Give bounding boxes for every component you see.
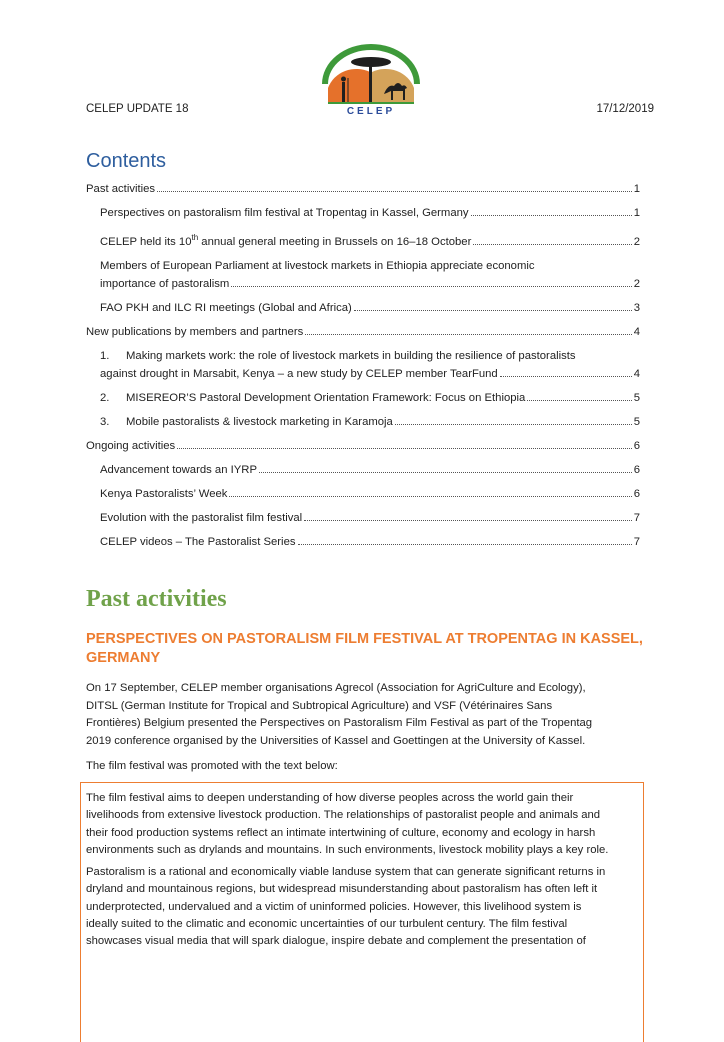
toc-entry[interactable] bbox=[86, 230, 640, 250]
toc-entry[interactable] bbox=[86, 535, 640, 550]
toc-entry[interactable] bbox=[86, 301, 640, 316]
toc-leader bbox=[157, 191, 632, 192]
toc-leader bbox=[305, 334, 631, 335]
celep-logo bbox=[314, 42, 428, 116]
toc-leader bbox=[395, 424, 632, 425]
paragraph-line: The film festival aims to deepen understanding of how diverse peoples across the world gain their bbox=[86, 792, 574, 804]
toc-page-number: 4 bbox=[633, 325, 640, 338]
paragraph-line: livelihoods from extensive livestock production. The relationships of pastoralist people and animals and bbox=[86, 809, 601, 822]
logo-text: CELEP bbox=[346, 106, 396, 116]
section-heading: Past activities bbox=[86, 586, 227, 612]
quote-paragraph-2 bbox=[86, 864, 638, 950]
paragraph-line: On 17 September, CELEP member organisations Agrecol (Association for AgriCulture and Ecology), bbox=[86, 682, 586, 694]
toc-leader bbox=[527, 400, 631, 401]
toc-page-number: 5 bbox=[633, 391, 640, 404]
toc-page-number: 1 bbox=[633, 183, 640, 195]
toc-entry[interactable] bbox=[86, 391, 640, 406]
toc-page-number: 6 bbox=[633, 463, 640, 476]
paragraph-line: their food production systems reflect an intimate intertwining of culture, economy and ecology in harsh bbox=[86, 826, 596, 839]
toc-entry[interactable] bbox=[86, 206, 640, 221]
toc-entry[interactable] bbox=[86, 349, 640, 382]
toc-leader bbox=[259, 472, 632, 473]
toc-entry[interactable] bbox=[86, 511, 640, 526]
toc-page-number: 4 bbox=[633, 367, 640, 380]
toc-page-number: 3 bbox=[633, 301, 640, 314]
article-heading: PERSPECTIVES ON PASTORALISM FILM FESTIVAL AT TROPENTAG IN KASSEL, GERMANY bbox=[86, 631, 643, 666]
toc-entry-text: 3. Mobile pastoralists & livestock marketing in Karamoja bbox=[100, 415, 393, 428]
toc-entry[interactable] bbox=[86, 259, 640, 292]
toc-page-number: 6 bbox=[633, 439, 640, 452]
contents-title: Contents bbox=[86, 150, 167, 172]
toc-entry-text: CELEP held its 10th annual general meeting in Brussels on 16–18 October bbox=[100, 233, 472, 248]
toc-entry-text: Perspectives on pastoralism film festival at Tropentag in Kassel, Germany bbox=[100, 207, 469, 219]
toc-leader bbox=[298, 544, 632, 545]
toc-entry-text: New publications by members and partners bbox=[86, 325, 304, 338]
paragraph-line: environments such as drylands and mountains. In such environments, livestock mobility plays a key role. bbox=[86, 843, 609, 856]
toc-entry-text: 2. MISEREOR’S Pastoral Development Orientation Framework: Focus on Ethiopia bbox=[100, 391, 526, 404]
toc-leader bbox=[231, 286, 631, 287]
toc-entry-text-line2: importance of pastoralism bbox=[100, 277, 230, 290]
paragraph-line: ideally suited to the climatic and economic uncertainties of our turbulent century. The film festival bbox=[86, 917, 568, 930]
update-date: 17/12/2019 bbox=[596, 103, 654, 115]
table-of-contents bbox=[86, 182, 640, 550]
toc-entry-text: Kenya Pastoralists’ Week bbox=[100, 487, 228, 500]
toc-page-number: 7 bbox=[633, 511, 640, 524]
paragraph-line: underprotected, undervalued and a victim of uninformed policies. However, this livelihood system is bbox=[86, 900, 582, 913]
toc-entry[interactable] bbox=[86, 463, 640, 478]
quote-paragraph-1 bbox=[86, 790, 638, 859]
paragraph-line: showcases visual media that will spark dialogue, inspire debate and complement the presentation of bbox=[86, 935, 586, 948]
toc-entry-text: FAO PKH and ILC RI meetings (Global and Africa) bbox=[100, 301, 352, 314]
toc-entry[interactable] bbox=[86, 182, 640, 197]
promo-intro-paragraph: The film festival was promoted with the text below: bbox=[86, 760, 338, 772]
paragraph-line: Pastoralism is a rational and economically viable landuse system that can generate significant returns in bbox=[86, 866, 606, 878]
toc-entry-text: Evolution with the pastoralist film festival bbox=[100, 511, 303, 524]
toc-entry-text: Advancement towards an IYRP bbox=[100, 463, 257, 476]
toc-entry[interactable] bbox=[86, 325, 640, 340]
toc-entry[interactable] bbox=[86, 415, 640, 430]
toc-entry-text: CELEP videos – The Pastoralist Series bbox=[100, 535, 296, 548]
toc-entry-text: Past activities bbox=[86, 183, 156, 195]
toc-leader bbox=[229, 496, 631, 497]
toc-entry-text-line1: Members of European Parliament at livestock markets in Ethiopia appreciate economic bbox=[100, 259, 535, 272]
intro-paragraph bbox=[86, 680, 646, 750]
toc-entry-text-line1: 1. Making markets work: the role of livestock markets in building the resilience of pastoralists bbox=[100, 349, 576, 362]
toc-leader bbox=[304, 520, 632, 521]
paragraph-line: dryland and mountainous regions, but widespread misunderstanding about pastoralism has often left it bbox=[86, 883, 598, 896]
toc-entry-text: Ongoing activities bbox=[86, 439, 176, 452]
paragraph-line: DITSL (German Institute for Tropical and Subtropical Agriculture) and VSF (Vétérinaires Sans bbox=[86, 699, 553, 712]
toc-leader bbox=[500, 376, 632, 377]
paragraph-line: Frontières) Belgium presented the Perspectives on Pastoralism Film Festival as part of the Tropentag bbox=[86, 717, 593, 729]
toc-leader bbox=[177, 448, 632, 449]
toc-page-number: 7 bbox=[633, 535, 640, 548]
toc-page-number: 1 bbox=[633, 207, 640, 219]
toc-entry-text-line2: against drought in Marsabit, Kenya – a new study by CELEP member TearFund bbox=[100, 367, 498, 380]
toc-entry[interactable] bbox=[86, 487, 640, 502]
toc-entry[interactable] bbox=[86, 439, 640, 454]
update-label: CELEP UPDATE 18 bbox=[86, 103, 189, 115]
toc-leader bbox=[473, 244, 631, 245]
toc-page-number: 5 bbox=[633, 415, 640, 428]
toc-page-number: 2 bbox=[633, 235, 640, 248]
paragraph-line: 2019 conference organised by the Universities of Kassel and Goettingen at the University of Kassel. bbox=[86, 734, 586, 747]
toc-page-number: 6 bbox=[633, 487, 640, 500]
toc-leader bbox=[471, 215, 632, 216]
toc-page-number: 2 bbox=[633, 277, 640, 290]
toc-leader bbox=[354, 310, 632, 311]
